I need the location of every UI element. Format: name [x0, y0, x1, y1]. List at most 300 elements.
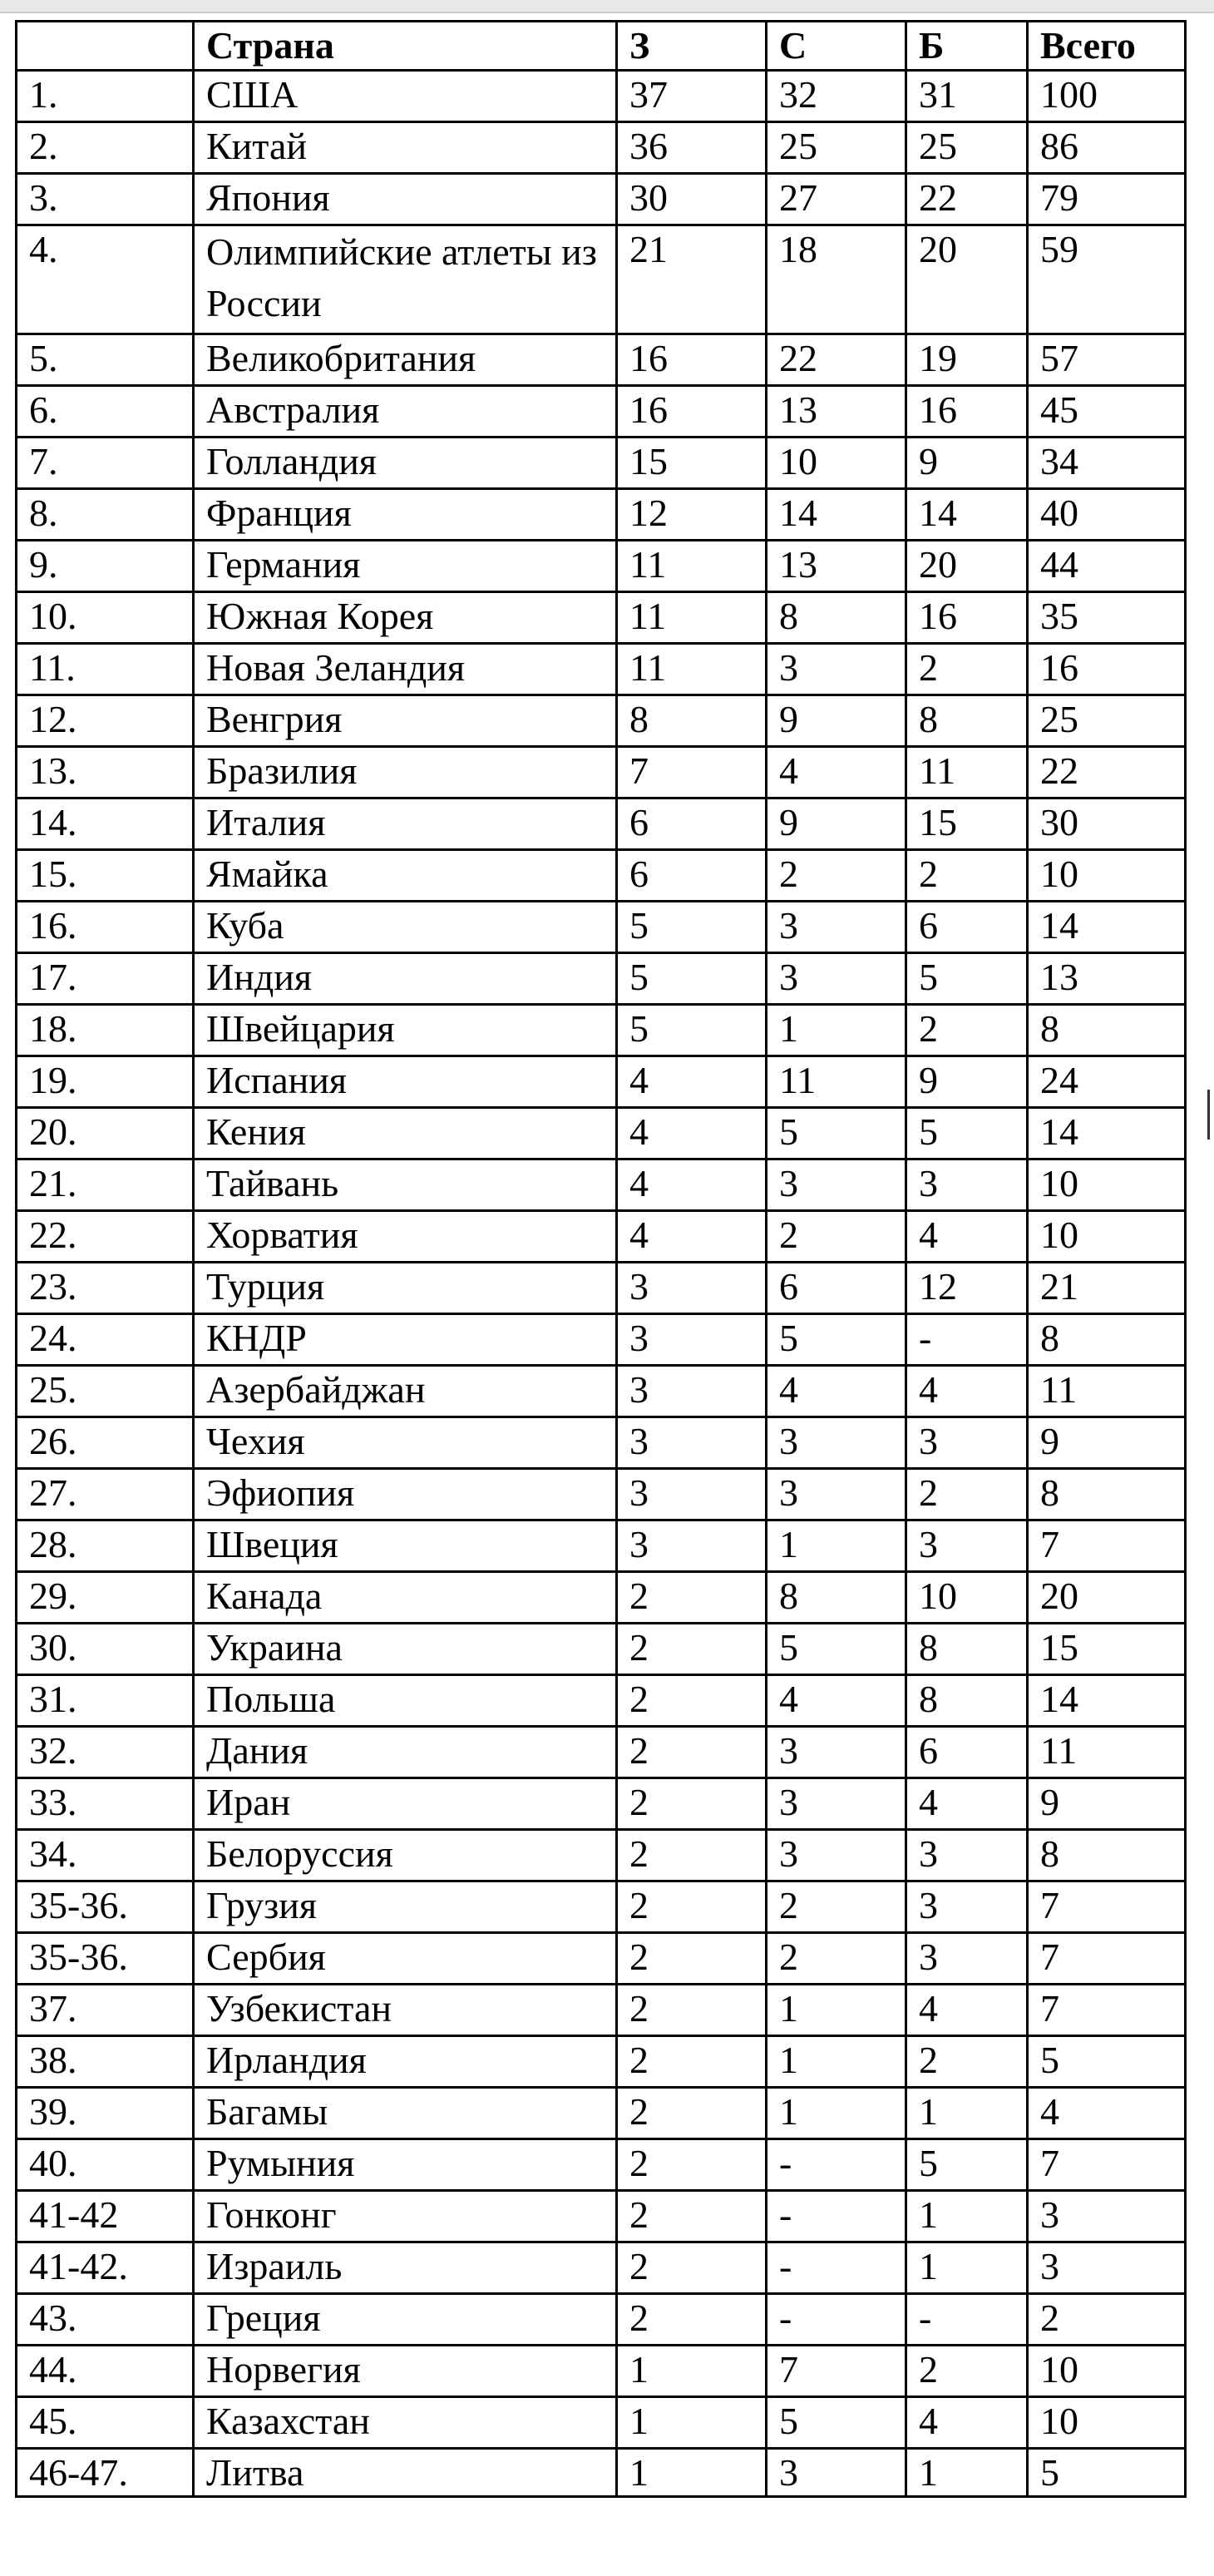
cell-country: Франция — [194, 489, 617, 541]
cell-total: 8 — [1028, 1314, 1186, 1366]
cell-total: 21 — [1028, 1263, 1186, 1314]
cell-country: Ирландия — [194, 2036, 617, 2088]
cell-silver: 1 — [767, 1520, 906, 1572]
cell-bronze: 2 — [906, 644, 1028, 695]
table-row — [17, 1108, 1186, 1159]
cell-gold: 8 — [617, 695, 767, 747]
cell-rank: 39. — [17, 2088, 194, 2139]
cell-gold: 4 — [617, 1159, 767, 1211]
table-row — [17, 1211, 1186, 1263]
cell-silver: 9 — [767, 695, 906, 747]
cell-rank: 9. — [17, 541, 194, 592]
cell-country: Польша — [194, 1675, 617, 1727]
cell-total: 14 — [1028, 902, 1186, 953]
cell-silver: - — [767, 2294, 906, 2346]
cell-rank: 27. — [17, 1469, 194, 1520]
cell-gold: 21 — [617, 225, 767, 334]
cell-rank: 10. — [17, 592, 194, 644]
cell-bronze: 8 — [906, 1675, 1028, 1727]
cell-total: 15 — [1028, 1624, 1186, 1675]
cell-rank: 15. — [17, 850, 194, 902]
cell-gold: 15 — [617, 438, 767, 489]
table-row — [17, 1520, 1186, 1572]
cell-silver: 8 — [767, 1572, 906, 1624]
cell-gold: 1 — [617, 2346, 767, 2397]
cell-silver: 3 — [767, 1727, 906, 1778]
cell-silver: 2 — [767, 1211, 906, 1263]
cell-silver: 6 — [767, 1263, 906, 1314]
cell-gold: 3 — [617, 1314, 767, 1366]
table-row — [17, 1263, 1186, 1314]
cell-rank: 25. — [17, 1366, 194, 1417]
cell-rank: 33. — [17, 1778, 194, 1830]
cell-gold: 2 — [617, 2088, 767, 2139]
header-row — [17, 22, 1186, 71]
header-country: Страна — [194, 22, 617, 71]
cell-rank: 14. — [17, 799, 194, 850]
cell-country: США — [194, 71, 617, 122]
cell-silver: 9 — [767, 799, 906, 850]
cell-gold: 3 — [617, 1520, 767, 1572]
cell-total: 7 — [1028, 2139, 1186, 2191]
cell-bronze: 16 — [906, 592, 1028, 644]
table-row — [17, 1469, 1186, 1520]
table-row — [17, 1985, 1186, 2036]
cell-total: 34 — [1028, 438, 1186, 489]
cell-gold: 2 — [617, 1933, 767, 1985]
cell-country: Узбекистан — [194, 1985, 617, 2036]
cell-rank: 2. — [17, 122, 194, 174]
cell-total: 10 — [1028, 1211, 1186, 1263]
cell-rank: 24. — [17, 1314, 194, 1366]
cell-bronze: 9 — [906, 438, 1028, 489]
cell-rank: 35-36. — [17, 1881, 194, 1933]
cell-bronze: 8 — [906, 1624, 1028, 1675]
cell-rank: 5. — [17, 334, 194, 386]
cell-gold: 11 — [617, 541, 767, 592]
cell-bronze: - — [906, 2294, 1028, 2346]
cell-country: Олимпийские атлеты из России — [194, 225, 617, 334]
cell-silver: 7 — [767, 2346, 906, 2397]
table-row — [17, 953, 1186, 1005]
cell-country: Куба — [194, 902, 617, 953]
cell-country: Германия — [194, 541, 617, 592]
cell-country: Иран — [194, 1778, 617, 1830]
cell-bronze: 15 — [906, 799, 1028, 850]
cell-total: 13 — [1028, 953, 1186, 1005]
cell-silver: - — [767, 2242, 906, 2294]
cell-total: 11 — [1028, 1366, 1186, 1417]
cell-rank: 20. — [17, 1108, 194, 1159]
cell-country: Дания — [194, 1727, 617, 1778]
cell-bronze: 3 — [906, 1881, 1028, 1933]
cell-bronze: 5 — [906, 2139, 1028, 2191]
table-row — [17, 541, 1186, 592]
cell-country: Эфиопия — [194, 1469, 617, 1520]
cell-silver: 8 — [767, 592, 906, 644]
cell-rank: 32. — [17, 1727, 194, 1778]
table-row — [17, 334, 1186, 386]
cell-total: 8 — [1028, 1005, 1186, 1056]
cell-gold: 12 — [617, 489, 767, 541]
cell-rank: 18. — [17, 1005, 194, 1056]
cell-total: 14 — [1028, 1675, 1186, 1727]
cell-country: Кения — [194, 1108, 617, 1159]
table-row — [17, 1881, 1186, 1933]
cell-gold: 1 — [617, 2449, 767, 2497]
cell-gold: 2 — [617, 1881, 767, 1933]
cell-bronze: 3 — [906, 1520, 1028, 1572]
table-row — [17, 1933, 1186, 1985]
cell-rank: 8. — [17, 489, 194, 541]
header-rank — [17, 22, 194, 71]
cell-gold: 2 — [617, 1572, 767, 1624]
table-row — [17, 1778, 1186, 1830]
cell-silver: 3 — [767, 2449, 906, 2497]
cell-gold: 3 — [617, 1263, 767, 1314]
cell-country: Бразилия — [194, 747, 617, 799]
cell-total: 8 — [1028, 1830, 1186, 1881]
cell-bronze: 6 — [906, 902, 1028, 953]
cell-rank: 44. — [17, 2346, 194, 2397]
table-row — [17, 2294, 1186, 2346]
cell-country: Япония — [194, 174, 617, 225]
cell-total: 30 — [1028, 799, 1186, 850]
cell-rank: 34. — [17, 1830, 194, 1881]
cell-total: 7 — [1028, 1933, 1186, 1985]
cell-silver: 3 — [767, 953, 906, 1005]
cell-country: Белоруссия — [194, 1830, 617, 1881]
cell-total: 40 — [1028, 489, 1186, 541]
cell-total: 25 — [1028, 695, 1186, 747]
cell-total: 86 — [1028, 122, 1186, 174]
cell-rank: 16. — [17, 902, 194, 953]
cell-country: Индия — [194, 953, 617, 1005]
cell-gold: 2 — [617, 2036, 767, 2088]
cell-silver: 1 — [767, 2036, 906, 2088]
cell-bronze: 4 — [906, 1778, 1028, 1830]
cell-bronze: 20 — [906, 225, 1028, 334]
cell-gold: 3 — [617, 1366, 767, 1417]
cell-gold: 2 — [617, 2139, 767, 2191]
cell-bronze: 5 — [906, 1108, 1028, 1159]
cell-rank: 22. — [17, 1211, 194, 1263]
table-row — [17, 1830, 1186, 1881]
table-row — [17, 1005, 1186, 1056]
cell-gold: 7 — [617, 747, 767, 799]
cell-total: 59 — [1028, 225, 1186, 334]
cell-total: 35 — [1028, 592, 1186, 644]
cell-silver: 3 — [767, 902, 906, 953]
cell-bronze: 4 — [906, 1211, 1028, 1263]
cell-bronze: 31 — [906, 71, 1028, 122]
cell-total: 16 — [1028, 644, 1186, 695]
cell-total: 10 — [1028, 850, 1186, 902]
cell-silver: 3 — [767, 1469, 906, 1520]
cell-gold: 4 — [617, 1211, 767, 1263]
cell-bronze: 4 — [906, 1366, 1028, 1417]
cell-silver: 3 — [767, 1778, 906, 1830]
cell-rank: 13. — [17, 747, 194, 799]
cell-total: 9 — [1028, 1417, 1186, 1469]
cell-silver: 2 — [767, 850, 906, 902]
cell-total: 20 — [1028, 1572, 1186, 1624]
cell-rank: 35-36. — [17, 1933, 194, 1985]
cell-rank: 17. — [17, 953, 194, 1005]
table-row — [17, 1366, 1186, 1417]
cell-total: 3 — [1028, 2191, 1186, 2242]
cell-country: Грузия — [194, 1881, 617, 1933]
cell-gold: 4 — [617, 1108, 767, 1159]
cell-country: Чехия — [194, 1417, 617, 1469]
cell-rank: 7. — [17, 438, 194, 489]
cell-rank: 41-42. — [17, 2242, 194, 2294]
table-row — [17, 850, 1186, 902]
cell-country: Южная Корея — [194, 592, 617, 644]
cell-bronze: 2 — [906, 1469, 1028, 1520]
cell-silver: 22 — [767, 334, 906, 386]
cell-gold: 36 — [617, 122, 767, 174]
cell-silver: 2 — [767, 1933, 906, 1985]
cell-silver: 3 — [767, 1417, 906, 1469]
cell-bronze: 1 — [906, 2191, 1028, 2242]
cell-total: 5 — [1028, 2449, 1186, 2497]
cell-rank: 40. — [17, 2139, 194, 2191]
table-row — [17, 1056, 1186, 1108]
cell-total: 7 — [1028, 1520, 1186, 1572]
cell-silver: 5 — [767, 1314, 906, 1366]
cell-gold: 4 — [617, 1056, 767, 1108]
cell-silver: - — [767, 2191, 906, 2242]
cell-gold: 5 — [617, 902, 767, 953]
table-row — [17, 386, 1186, 438]
cell-total: 8 — [1028, 1469, 1186, 1520]
table-row — [17, 902, 1186, 953]
cell-country: Италия — [194, 799, 617, 850]
cell-gold: 2 — [617, 1675, 767, 1727]
cell-silver: 13 — [767, 541, 906, 592]
cell-bronze: 2 — [906, 850, 1028, 902]
table-row — [17, 644, 1186, 695]
cell-silver: 3 — [767, 1159, 906, 1211]
cell-rank: 11. — [17, 644, 194, 695]
cell-country: Румыния — [194, 2139, 617, 2191]
table-row — [17, 2449, 1186, 2497]
cell-country: Сербия — [194, 1933, 617, 1985]
cell-silver: 4 — [767, 1675, 906, 1727]
cell-rank: 1. — [17, 71, 194, 122]
cell-bronze: 4 — [906, 1985, 1028, 2036]
cell-country: Швейцария — [194, 1005, 617, 1056]
cell-rank: 12. — [17, 695, 194, 747]
cell-silver: 3 — [767, 644, 906, 695]
cell-total: 10 — [1028, 2397, 1186, 2449]
cell-bronze: 25 — [906, 122, 1028, 174]
cell-gold: 2 — [617, 2242, 767, 2294]
cell-country: КНДР — [194, 1314, 617, 1366]
table-row — [17, 174, 1186, 225]
table-row — [17, 2397, 1186, 2449]
cell-bronze: 3 — [906, 1159, 1028, 1211]
cell-bronze: - — [906, 1314, 1028, 1366]
cell-country: Турция — [194, 1263, 617, 1314]
cell-silver: 14 — [767, 489, 906, 541]
cell-silver: 3 — [767, 1830, 906, 1881]
cell-country: Китай — [194, 122, 617, 174]
cell-rank: 19. — [17, 1056, 194, 1108]
cell-country: Австралия — [194, 386, 617, 438]
cell-rank: 41-42 — [17, 2191, 194, 2242]
cell-bronze: 19 — [906, 334, 1028, 386]
cell-country: Казахстан — [194, 2397, 617, 2449]
cell-rank: 46-47. — [17, 2449, 194, 2497]
cell-total: 100 — [1028, 71, 1186, 122]
cell-bronze: 12 — [906, 1263, 1028, 1314]
table-row — [17, 1675, 1186, 1727]
table-row — [17, 122, 1186, 174]
cell-total: 44 — [1028, 541, 1186, 592]
cell-silver: 1 — [767, 1985, 906, 2036]
cell-rank: 23. — [17, 1263, 194, 1314]
cell-silver: 4 — [767, 747, 906, 799]
table-row — [17, 2346, 1186, 2397]
cell-total: 5 — [1028, 2036, 1186, 2088]
cell-country: Израиль — [194, 2242, 617, 2294]
cell-gold: 1 — [617, 2397, 767, 2449]
cell-gold: 6 — [617, 799, 767, 850]
cell-silver: 2 — [767, 1881, 906, 1933]
table-row — [17, 1572, 1186, 1624]
cell-bronze: 4 — [906, 2397, 1028, 2449]
cell-total: 2 — [1028, 2294, 1186, 2346]
cell-gold: 37 — [617, 71, 767, 122]
cell-rank: 38. — [17, 2036, 194, 2088]
cell-total: 10 — [1028, 1159, 1186, 1211]
cell-bronze: 1 — [906, 2088, 1028, 2139]
cell-gold: 16 — [617, 334, 767, 386]
cell-bronze: 9 — [906, 1056, 1028, 1108]
cell-silver: 1 — [767, 1005, 906, 1056]
cell-bronze: 3 — [906, 1417, 1028, 1469]
table-row — [17, 592, 1186, 644]
cell-gold: 11 — [617, 592, 767, 644]
cell-bronze: 6 — [906, 1727, 1028, 1778]
header-total: Всего — [1028, 22, 1186, 71]
table-row — [17, 747, 1186, 799]
cell-silver: 5 — [767, 2397, 906, 2449]
cell-total: 9 — [1028, 1778, 1186, 1830]
cell-country: Хорватия — [194, 1211, 617, 1263]
cell-country: Голландия — [194, 438, 617, 489]
cell-silver: 5 — [767, 1108, 906, 1159]
cell-silver: 18 — [767, 225, 906, 334]
cell-silver: 1 — [767, 2088, 906, 2139]
table-row — [17, 1159, 1186, 1211]
cell-country: Венгрия — [194, 695, 617, 747]
cell-rank: 31. — [17, 1675, 194, 1727]
table-row — [17, 71, 1186, 122]
cell-rank: 30. — [17, 1624, 194, 1675]
cell-country: Азербайджан — [194, 1366, 617, 1417]
header-silver: С — [767, 22, 906, 71]
cell-rank: 26. — [17, 1417, 194, 1469]
cell-bronze: 16 — [906, 386, 1028, 438]
table-row — [17, 225, 1186, 334]
cell-bronze: 20 — [906, 541, 1028, 592]
cell-bronze: 2 — [906, 2036, 1028, 2088]
cell-country: Багамы — [194, 2088, 617, 2139]
header-gold: З — [617, 22, 767, 71]
cell-rank: 29. — [17, 1572, 194, 1624]
cell-rank: 28. — [17, 1520, 194, 1572]
cell-rank: 21. — [17, 1159, 194, 1211]
cell-rank: 4. — [17, 225, 194, 334]
cell-country: Испания — [194, 1056, 617, 1108]
cell-silver: 27 — [767, 174, 906, 225]
window-top-strip — [0, 0, 1214, 13]
cell-country: Гонконг — [194, 2191, 617, 2242]
cell-silver: 11 — [767, 1056, 906, 1108]
cell-country: Швеция — [194, 1520, 617, 1572]
cell-total: 14 — [1028, 1108, 1186, 1159]
cell-total: 79 — [1028, 174, 1186, 225]
cell-total: 3 — [1028, 2242, 1186, 2294]
cell-bronze: 3 — [906, 1830, 1028, 1881]
cell-silver: 4 — [767, 1366, 906, 1417]
cell-bronze: 1 — [906, 2449, 1028, 2497]
table-row — [17, 2242, 1186, 2294]
cell-bronze: 10 — [906, 1572, 1028, 1624]
cell-gold: 11 — [617, 644, 767, 695]
cell-total: 7 — [1028, 1881, 1186, 1933]
cell-bronze: 22 — [906, 174, 1028, 225]
cell-rank: 6. — [17, 386, 194, 438]
cell-gold: 5 — [617, 1005, 767, 1056]
table-row — [17, 2191, 1186, 2242]
cell-country: Норвегия — [194, 2346, 617, 2397]
cell-total: 22 — [1028, 747, 1186, 799]
cell-rank: 45. — [17, 2397, 194, 2449]
table-row — [17, 489, 1186, 541]
cell-gold: 2 — [617, 1985, 767, 2036]
cell-total: 10 — [1028, 2346, 1186, 2397]
cell-gold: 2 — [617, 2294, 767, 2346]
table-row — [17, 1417, 1186, 1469]
cell-gold: 3 — [617, 1417, 767, 1469]
text-cursor — [1207, 1090, 1210, 1140]
cell-silver: 10 — [767, 438, 906, 489]
cell-gold: 2 — [617, 2191, 767, 2242]
table-row — [17, 2139, 1186, 2191]
cell-country: Тайвань — [194, 1159, 617, 1211]
cell-bronze: 2 — [906, 1005, 1028, 1056]
cell-total: 57 — [1028, 334, 1186, 386]
cell-gold: 2 — [617, 1830, 767, 1881]
cell-total: 11 — [1028, 1727, 1186, 1778]
cell-bronze: 3 — [906, 1933, 1028, 1985]
cell-country: Украина — [194, 1624, 617, 1675]
cell-gold: 6 — [617, 850, 767, 902]
cell-country: Ямайка — [194, 850, 617, 902]
cell-bronze: 14 — [906, 489, 1028, 541]
cell-bronze: 11 — [906, 747, 1028, 799]
cell-country: Новая Зеландия — [194, 644, 617, 695]
table-row — [17, 799, 1186, 850]
cell-gold: 5 — [617, 953, 767, 1005]
table-row — [17, 438, 1186, 489]
cell-total: 45 — [1028, 386, 1186, 438]
table-row — [17, 2088, 1186, 2139]
